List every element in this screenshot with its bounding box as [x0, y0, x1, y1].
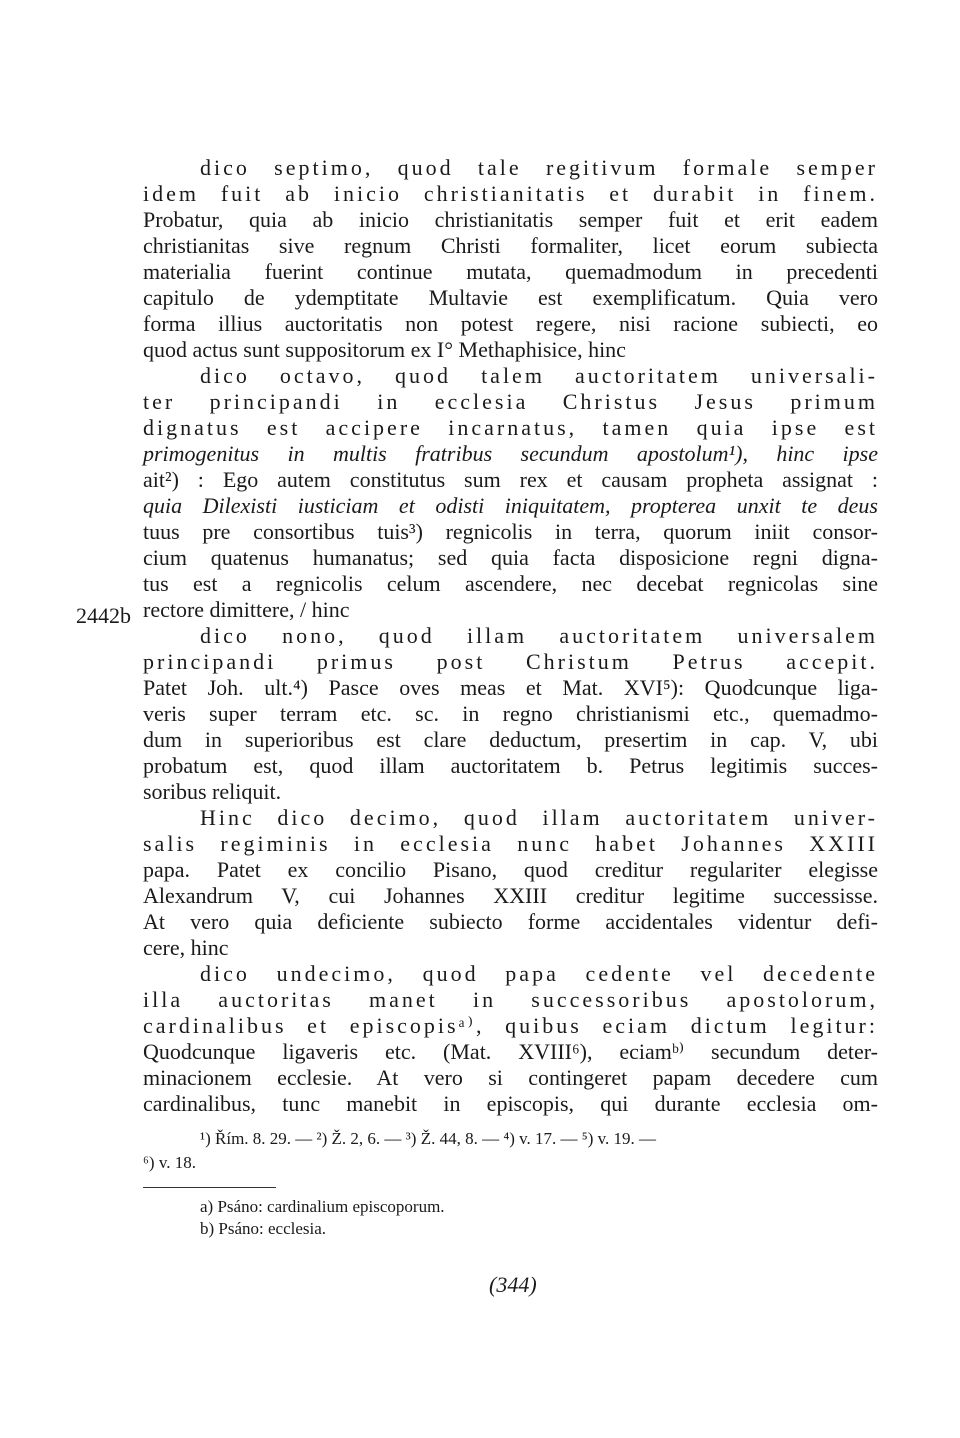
text-line: papa. Patet ex concilio Pisano, quod creditur regulariter elegisse: [143, 857, 878, 882]
text-line: Quodcunque ligaveris etc. (Mat. XVIII⁶), eciamᵇ⁾ secundum deter-: [143, 1039, 878, 1064]
apparatus-note: a) Psáno: cardinalium episcoporum.: [200, 1197, 445, 1216]
footnote-references: ¹) Řím. 8. 29. — ²) Ž. 2, 6. — ³) Ž. 44, 8. — ⁴) v. 17. — ⁵) v. 19. —: [200, 1129, 657, 1148]
text-line: principandi primus post Christum Petrus accepit.: [143, 649, 878, 674]
apparatus-note: b) Psáno: ecclesia.: [200, 1219, 327, 1238]
text-line: dico octavo, quod talem auctoritatem universali-: [200, 363, 878, 388]
text-line: salis regiminis in ecclesia nunc habet Johannes XXIII: [143, 831, 878, 856]
text-line: materialia fuerint continue mutata, quemadmodum in precedenti: [143, 259, 878, 284]
text-line: quod actus sunt suppositorum ex I° Methaphisice, hinc: [143, 337, 626, 362]
page-number: (344): [489, 1272, 537, 1297]
text-line: Alexandrum V, cui Johannes XXIII creditur legitime successisse.: [143, 883, 878, 908]
text-line: cere, hinc: [143, 935, 229, 960]
text-line: soribus reliquit.: [143, 779, 282, 804]
text-line: cardinalibus et episcopisᵃ⁾, quibus eciam dictum legitur:: [143, 1013, 878, 1038]
text-line: dico nono, quod illam auctoritatem universalem: [200, 623, 878, 648]
text-line: tus est a regnicolis celum ascendere, nec decebat regnicolas sine: [143, 571, 878, 596]
text-line: Hinc dico decimo, quod illam auctoritatem univer-: [200, 805, 878, 830]
text-line: quia Dilexisti iusticiam et odisti iniquitatem, propterea unxit te deus: [143, 493, 878, 518]
text-line: dico undecimo, quod papa cedente vel decedente: [200, 961, 878, 986]
text-line: dum in superioribus est clare deductum, presertim in cap. V, ubi: [143, 727, 878, 752]
text-line: ter principandi in ecclesia Christus Jesus primum: [143, 389, 878, 414]
text-line: cardinalibus, tunc manebit in episcopis, qui durante ecclesia om-: [143, 1091, 878, 1116]
text-line: christianitas sive regnum Christi formaliter, licet eorum subiecta: [143, 233, 878, 258]
text-line: forma illius auctoritatis non potest regere, nisi racione subiecti, eo: [143, 311, 878, 336]
text-line: illa auctoritas manet in successoribus apostolorum,: [143, 987, 878, 1012]
text-line: minacionem ecclesie. At vero si contingeret papam decedere cum: [143, 1065, 878, 1090]
text-line: cium quatenus humanatus; sed quia facta disposicione regni digna-: [143, 545, 878, 570]
text-line: primogenitus in multis fratribus secundum apostolum¹), hinc ipse: [143, 441, 878, 466]
text-line: ait²) : Ego autem constitutus sum rex et causam propheta assignat :: [143, 467, 878, 492]
text-line: idem fuit ab inicio christianitatis et durabit in finem.: [143, 181, 878, 206]
text-line: dignatus est accipere incarnatus, tamen quia ipse est: [143, 415, 878, 440]
footnote-references: ⁶) v. 18.: [143, 1153, 196, 1172]
text-line: At vero quia deficiente subiecto forme accidentales videntur defi-: [143, 909, 878, 934]
text-line: dico septimo, quod tale regitivum formale semper: [200, 155, 878, 180]
text-line: tuus pre consortibus tuis³) regnicolis in terra, quorum iniit consor-: [143, 519, 878, 544]
text-line: veris super terram etc. sc. in regno christianismi etc., quemadmo-: [143, 701, 878, 726]
text-line: Probatur, quia ab inicio christianitatis semper fuit et erit eadem: [143, 207, 878, 232]
text-line: capitulo de ydemptitate Multavie est exemplificatum. Quia vero: [143, 285, 878, 310]
text-line: probatum est, quod illam auctoritatem b. Petrus legitimis succes-: [143, 753, 878, 778]
margin-folio-note: 2442b: [76, 603, 131, 628]
text-line: rectore dimittere, / hinc: [143, 597, 350, 622]
text-line: Patet Joh. ult.⁴) Pasce oves meas et Mat. XVI⁵): Quodcunque liga-: [143, 675, 878, 700]
footnote-divider: [143, 1187, 276, 1188]
